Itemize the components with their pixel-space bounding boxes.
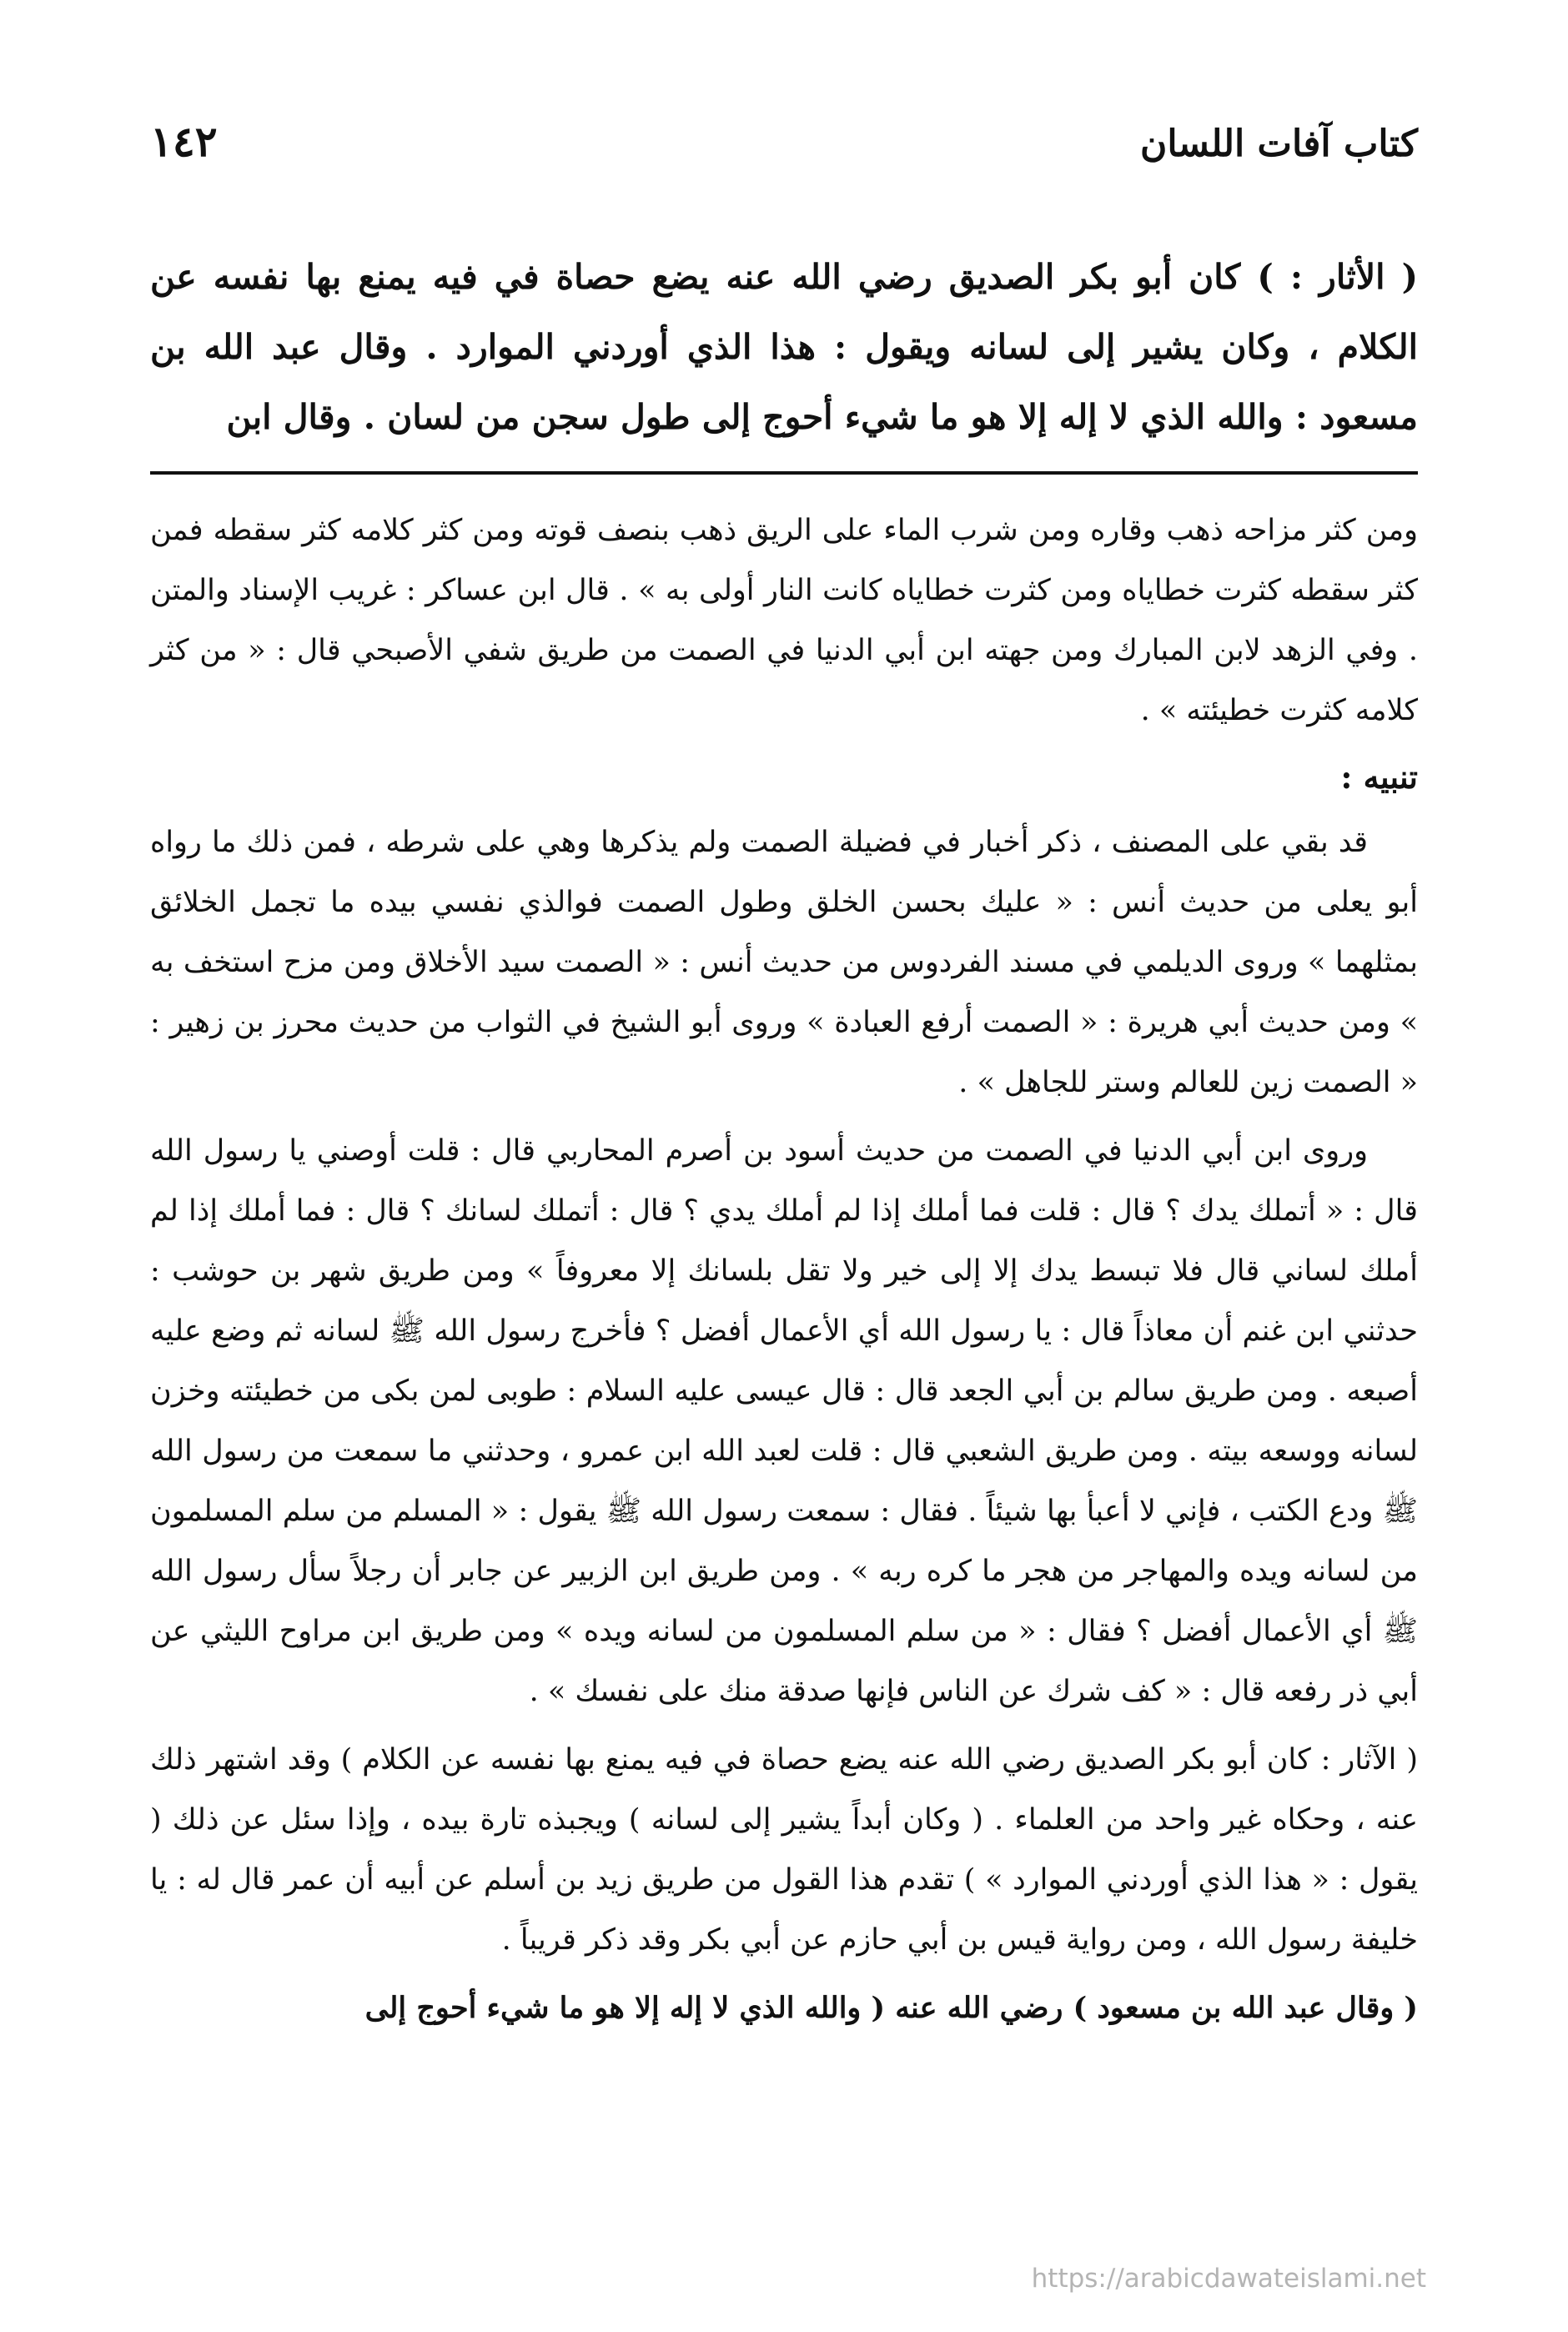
footnote-continuation: ومن كثر مزاحه ذهب وقاره ومن شرب الماء على الريق ذهب بنصف قوته ومن كثر كلامه كثر سقطه فمن كثر سقطه كثرت خطاياه ومن كثرت خطاياه كانت النار أولى به » . قال ابن عساكر : غريب الإسناد والمتن . وفي الزهد لابن المبارك ومن جهته ابن أبي الدنيا في الصمت من طريق شفي الأصبحي قال : « من كثر كلامه كثرت خطيئته » . <box>150 514 1418 727</box>
page-header <box>150 117 1418 166</box>
page-number: ١٤٢ <box>150 117 218 166</box>
notice-paragraph-1: قد بقي على المصنف ، ذكر أخبار في فضيلة الصمت ولم يذكرها وهي على شرطه ، فمن ذلك ما رواه أبو يعلى من حديث أنس : « عليك بحسن الخلق وطول الصمت فوالذي نفسي بيده ما تجمل الخلائق بمثلهما » وروى الديلمي في مسند الفردوس من حديث أنس : « الصمت سيد الأخلاق ومن مزح استخف به » ومن حديث أبي هريرة : « الصمت أرفع العبادة » وروى أبو الشيخ في الثواب من حديث محرز بن زهير : « الصمت زين للعالم وستر للجاهل » . <box>150 826 1418 1099</box>
running-title: كتاب آفات اللسان <box>1140 123 1418 165</box>
watermark-url: https://arabicdawateislami.net <box>1031 2264 1426 2294</box>
footnotes <box>150 500 1418 2047</box>
notice-heading: تنبيه : <box>1340 758 1418 796</box>
main-text: ( الأثار : ) كان أبو بكر الصديق رضي الله عنه يضع حصاة في فيه يمنع بها نفسه عن الكلام ، وكان يشير إلى لسانه ويقول : هذا الذي أوردني الموارد . وقال عبد الله بن مسعود : والله الذي لا إله إلا هو ما شيء أحوج إلى طول سجن من لسان . وقال ابن <box>150 257 1418 437</box>
commentary-paragraph-2: ( وقال عبد الله بن مسعود ) رضي الله عنه ( والله الذي لا إله إلا هو ما شيء أحوج إلى <box>364 1991 1418 2025</box>
commentary-paragraph-1: ( الآثار : كان أبو بكر الصديق رضي الله عنه يضع حصاة في فيه يمنع بها نفسه عن الكلام ) وقد اشتهر ذلك عنه ، وحكاه غير واحد من العلماء . ( وكان أبداً يشير إلى لسانه ) ويجبذه تارة بيده ، وإذا سئل عن ذلك ( يقول : « هذا الذي أوردني الموارد » ) تقدم هذا القول من طريق زيد بن أسلم عن أبيه أن عمر قال له : يا خليفة رسول الله ، ومن رواية قيس بن أبي حازم عن أبي بكر وقد ذكر قريباً . <box>150 1743 1418 1957</box>
footnote-divider <box>150 471 1418 475</box>
notice-paragraph-2: وروى ابن أبي الدنيا في الصمت من حديث أسود بن أصرم المحاربي قال : قلت أوصني يا رسول الله قال : « أتملك يدك ؟ قال : قلت فما أملك إذا لم أملك يدي ؟ قال : أتملك لسانك ؟ قال : فما أملك إذا لم أملك لساني قال فلا تبسط يدك إلا إلى خير ولا تقل بلسانك إلا معروفاً » ومن طريق شهر بن حوشب : حدثني ابن غنم أن معاذاً قال : يا رسول الله أي الأعمال أفضل ؟ فأخرج رسول الله ﷺ لسانه ثم وضع عليه أصبعه . ومن طريق سالم بن أبي الجعد قال : قال عيسى عليه السلام : طوبى لمن بكى من خطيئته وخزن لسانه ووسعه بيته . ومن طريق الشعبي قال : قلت لعبد الله ابن عمرو ، وحدثني ما سمعت من رسول الله ﷺ ودع الكتب ، فإني لا أعبأ بها شيئاً . فقال : سمعت رسول الله ﷺ يقول : « المسلم من سلم المسلمون من لسانه ويده والمهاجر من هجر ما كره ربه » . ومن طريق ابن الزبير عن جابر أن رجلاً سأل رسول الله ﷺ أي الأعمال أفضل ؟ فقال : « من سلم المسلمون من لسانه ويده » ومن طريق ابن مراوح الليثي عن أبي ذر رفعه قال : « كف شرك عن الناس فإنها صدقة منك على نفسك » . <box>150 1134 1418 1708</box>
